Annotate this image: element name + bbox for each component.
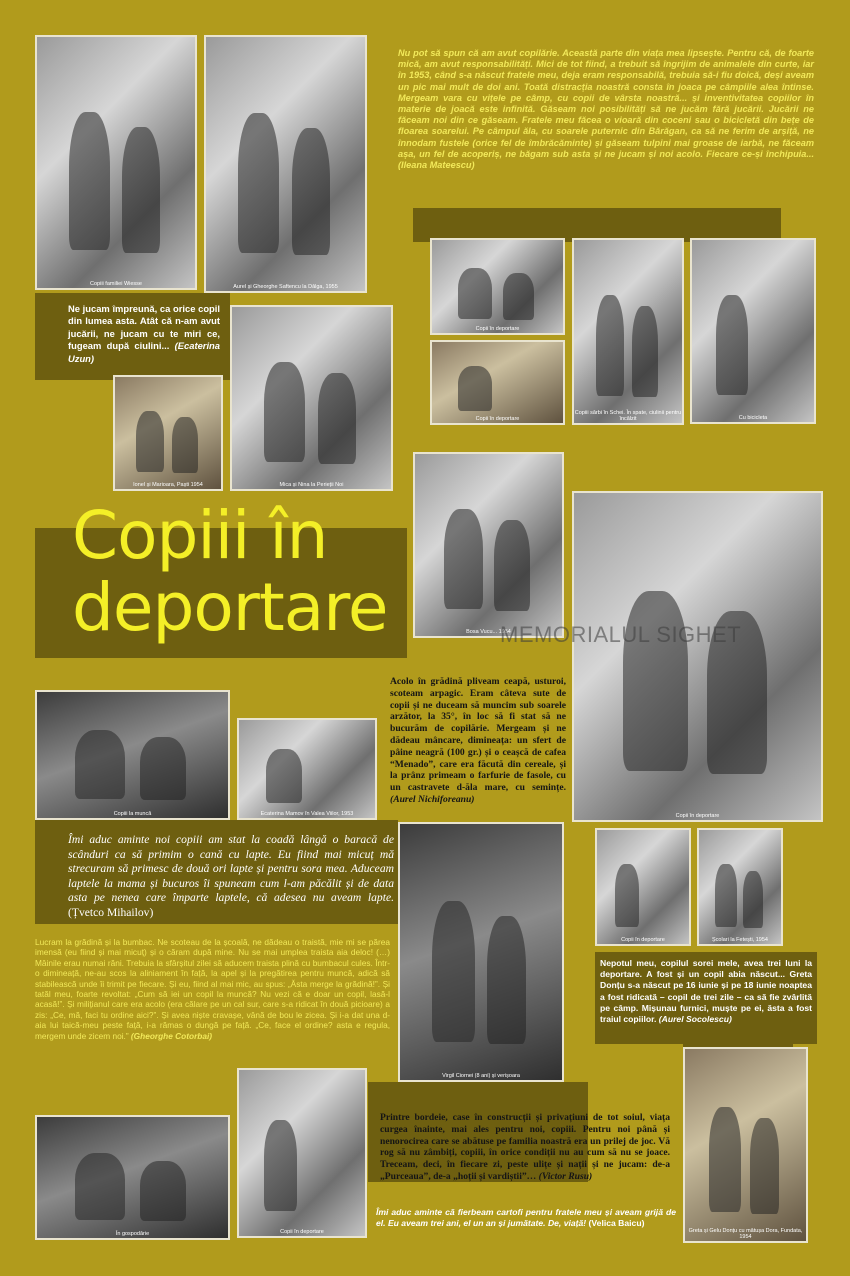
- quote-text: Ne jucam împreună, ca orice copil din lumea asta. Atât că n-am avut jucării, ne jucam cu te miri ce, fugeam după ciulini...: [68, 303, 220, 352]
- photo-caption: Copii în deportare: [475, 326, 520, 332]
- photo-ecaterina-mamov: [237, 718, 377, 820]
- photo-caption: Copii în deportare: [675, 813, 720, 819]
- photo-two-boys-sled: [572, 491, 823, 822]
- photo-caption: Virgil Ciornei (8 ani) și verișoara: [442, 1073, 520, 1079]
- photo-bosa-vucu: [413, 452, 564, 638]
- photo-schoolchildren-fetesti: [697, 828, 783, 946]
- quote-text: Printre bordeie, case în construcții și privațiuni de tot soiul, viața curgea înainte, mai ales pentru noi, copiii. Pentru noi până și nenorocirea care se abătuse pe familia noastră era un prilej de joc. Vă rog să nu zâmbiți, copiii, în orice condiții nu au cum să nu se joace. Treceam, deci, în fiecare zi, peste ulițe și nații și ne jucam: de-a „Purceaua”, de-a „hoții și vardiștii”…: [380, 1112, 670, 1182]
- photo-caption: Copii în deportare: [475, 416, 520, 422]
- quote-uzun: [68, 303, 220, 365]
- photo-caption: Copiii sârbi în Schei. În spate, ciulinii pentru încălzit: [574, 410, 682, 422]
- quote-cotorbai: [35, 937, 390, 1041]
- photo-mica-nina: [230, 305, 393, 491]
- photo-ionel-marioara: [113, 375, 223, 491]
- quote-mateescu: [398, 48, 814, 171]
- photo-caption: Copiii familiei Wiesse: [90, 281, 142, 287]
- photo-child-pointing: [237, 1068, 367, 1238]
- page-title-line2: deportare: [72, 569, 388, 646]
- page-title: [72, 497, 388, 646]
- quote-text: Îmi aduc aminte noi copiii am stat la coadă lângă o baracă de scânduri ca să primim o cană cu lapte. Eu fiind mai micuț mă strecuram să primesc de două ori lapte și pentru sora mea. Aduceam laptele la mama și bucuros îi spuneam cum l-am păcălit și de data asta pe nenea care împarte laptele, că adesea nu aveam lapte.: [68, 833, 394, 905]
- photo-wiesse-children: [35, 35, 197, 290]
- quote-socolescu: [600, 958, 812, 1025]
- photo-saftencu-brothers: [204, 35, 367, 293]
- photo-caption: Copii în deportare: [280, 1229, 324, 1235]
- quote-mihailov: [68, 833, 394, 921]
- photo-caption: Copii în deportare: [621, 937, 665, 943]
- photo-caption: Ecaterina Mamov în Valea Viilor, 1953: [260, 811, 354, 817]
- quote-rusu: [380, 1112, 670, 1183]
- quote-text: Lucram la grădină și la bumbac. Ne scoteau de la școală, ne dădeau o traistă, mie mi se părea imensă (eu fiind și mai micuț) și o căram după mine. Nu se mai umplea traista aia deloc! (…) Mâinile erau numai răni. Trebuia la sfârșitul zilei să aducem traista plină cu bumbacul cules. Într-o dimineață, ne-au scos la aliniament în față, la apel și la pregătirea pentru muncă, adică să stabilească unde îi trimit pe fiecare. Și eu, fiind al mai mic, au spus: „Ăsta merge la grădină!”. Și tatăl meu, foarte revoltat: „Cum să iei un copil la muncă? Nu vezi că e doar un copil, lasă-l acasă!”. Și milițianul care era acolo (era călare pe un cal sur, care s-a ridicat în două picioare) a zis: „Ce, mă, faci tu ordine aici?”. Și avea niște cravașe, vână de bou le zicea. Și i-a dat una d-aia lui taică-meu peste față, i-a rămas o dungă pe față. „Ce, face el ordine? asta e regula, mergem unde zicem noi.”: [35, 937, 390, 1041]
- quote-text: Acolo în grădină pliveam ceapă, usturoi, scoteam arpagic. Eram câteva sute de copii și ne duceam să muncim sub soarele arzător, la 35°, în loc să fi stat să ne bucurăm de copilărie. Mergeam și ne dădeau mâncare, dimineața: un sfert de pâine neagră (100 gr.) și o ceașcă de cafea “Menado”, care era făcută din cereale, și la prânz primeam o farfurie de fasole, cu un castravete d-ăla mare, cu semințe.: [390, 676, 566, 794]
- quote-author: (Victor Rusu): [538, 1170, 593, 1182]
- photo-bicycle: [690, 238, 816, 424]
- photo-household: [35, 1115, 230, 1240]
- photo-caption: Ionel și Marioara, Paști 1954: [133, 482, 203, 488]
- quote-text: Nepotul meu, copilul sorei mele, avea trei luni la deportare. A fost și un copil abia născut... Greta Donțu s-a născut pe 16 iunie și pe 18 iunie noaptea a fost ridicată – copil de trei zile – ca să fie zvârlită pe câmp. Mișunau furnici, muște pe ei, ăsta a fost traiul copiilor.: [600, 958, 812, 1025]
- quote-text: Nu pot să spun că am avut copilărie. Această parte din viața mea lipsește. Pentru că, de foarte mică, am avut responsabilități. Mici de tot fiind, a trebuit să îngrijim de animalele din curte, iar în 1953, când s-a născut fratele meu, deja eram responsabilă, trebuia să-i fiu doică, deși aveam un pic mai mult de doi ani. Toată distracția noastră consta în joaca pe câmpiile alea întinse. Mergeam vara cu vițele pe câmp, cu copii de vârsta noastră... și inventivitatea copiilor în materie de joacă este infinită. Găseam noi posibilități să ne jucăm fără jucării. Jucării ne făceam noi din ce găseam. Fratele meu făcea o vioară din coceni sau o bicicletă din bețe de floarea soarelui. Pe câmpul ăla, cu soarele puternic din Bărăgan, ca să ne ferim de arșiță, ne înnodam fustele (orice fel de îmbrăcăminte) și găseam tulpini mai groase de iarbă, ne făceam așa, un fel de acoperiș, ne băgam sub asta și ne jucam și noi acolo. Fiecare ce-și închipuia...: [398, 48, 814, 159]
- photo-children-deportation-hut: [595, 828, 691, 946]
- photo-serbian-children: [572, 238, 684, 425]
- photo-caption: Greta și Gelu Donțu cu mătușa Dora, Fundata, 1954: [688, 1228, 803, 1240]
- quote-baicu: [376, 1207, 676, 1229]
- photo-children-deportation-1: [430, 238, 565, 335]
- quote-author: (Țvetco Mihailov): [68, 905, 154, 919]
- quote-text: Îmi aduc aminte că fierbeam cartofi pentru fratele meu și aveam grijă de el. Eu aveam trei ani, el un an și jumătate. De, viață!: [376, 1207, 676, 1228]
- quote-author: (Velica Baicu): [588, 1218, 645, 1228]
- photo-caption: Mica și Nina la Perieții Noi: [279, 482, 344, 488]
- quote-author: (Gheorghe Cotorbai): [130, 1030, 213, 1041]
- photo-children-at-work: [35, 690, 230, 820]
- photo-caption: Bosa Vucu... 1954: [466, 629, 511, 635]
- photo-caption: În gospodărie: [115, 1231, 150, 1237]
- photo-virgil-ciornei: [398, 822, 564, 1082]
- quote-author: (Ecaterina Uzun): [68, 340, 220, 364]
- panel-top-right: [413, 208, 781, 242]
- photo-caption: Școlari la Fetești, 1954: [712, 937, 768, 943]
- watermark: MEMORIALUL SIGHET: [500, 622, 742, 647]
- photo-caption: Cu bicicleta: [738, 415, 768, 421]
- photo-caption: Aurel și Gheorghe Saftencu la Dâlga, 1955: [233, 284, 338, 290]
- quote-author: (Ileana Mateescu): [398, 160, 475, 171]
- photo-greta-gelu-dontu: [683, 1047, 808, 1243]
- quote-nichiforeanu: [390, 676, 566, 806]
- quote-author: (Aurel Socolescu): [658, 1014, 732, 1025]
- photo-caption: Copiii la muncă: [113, 811, 152, 817]
- quote-author: (Aurel Nichiforeanu): [390, 793, 475, 805]
- photo-children-deportation-horse: [430, 340, 565, 425]
- page-title-line1: Copiii în: [72, 497, 328, 574]
